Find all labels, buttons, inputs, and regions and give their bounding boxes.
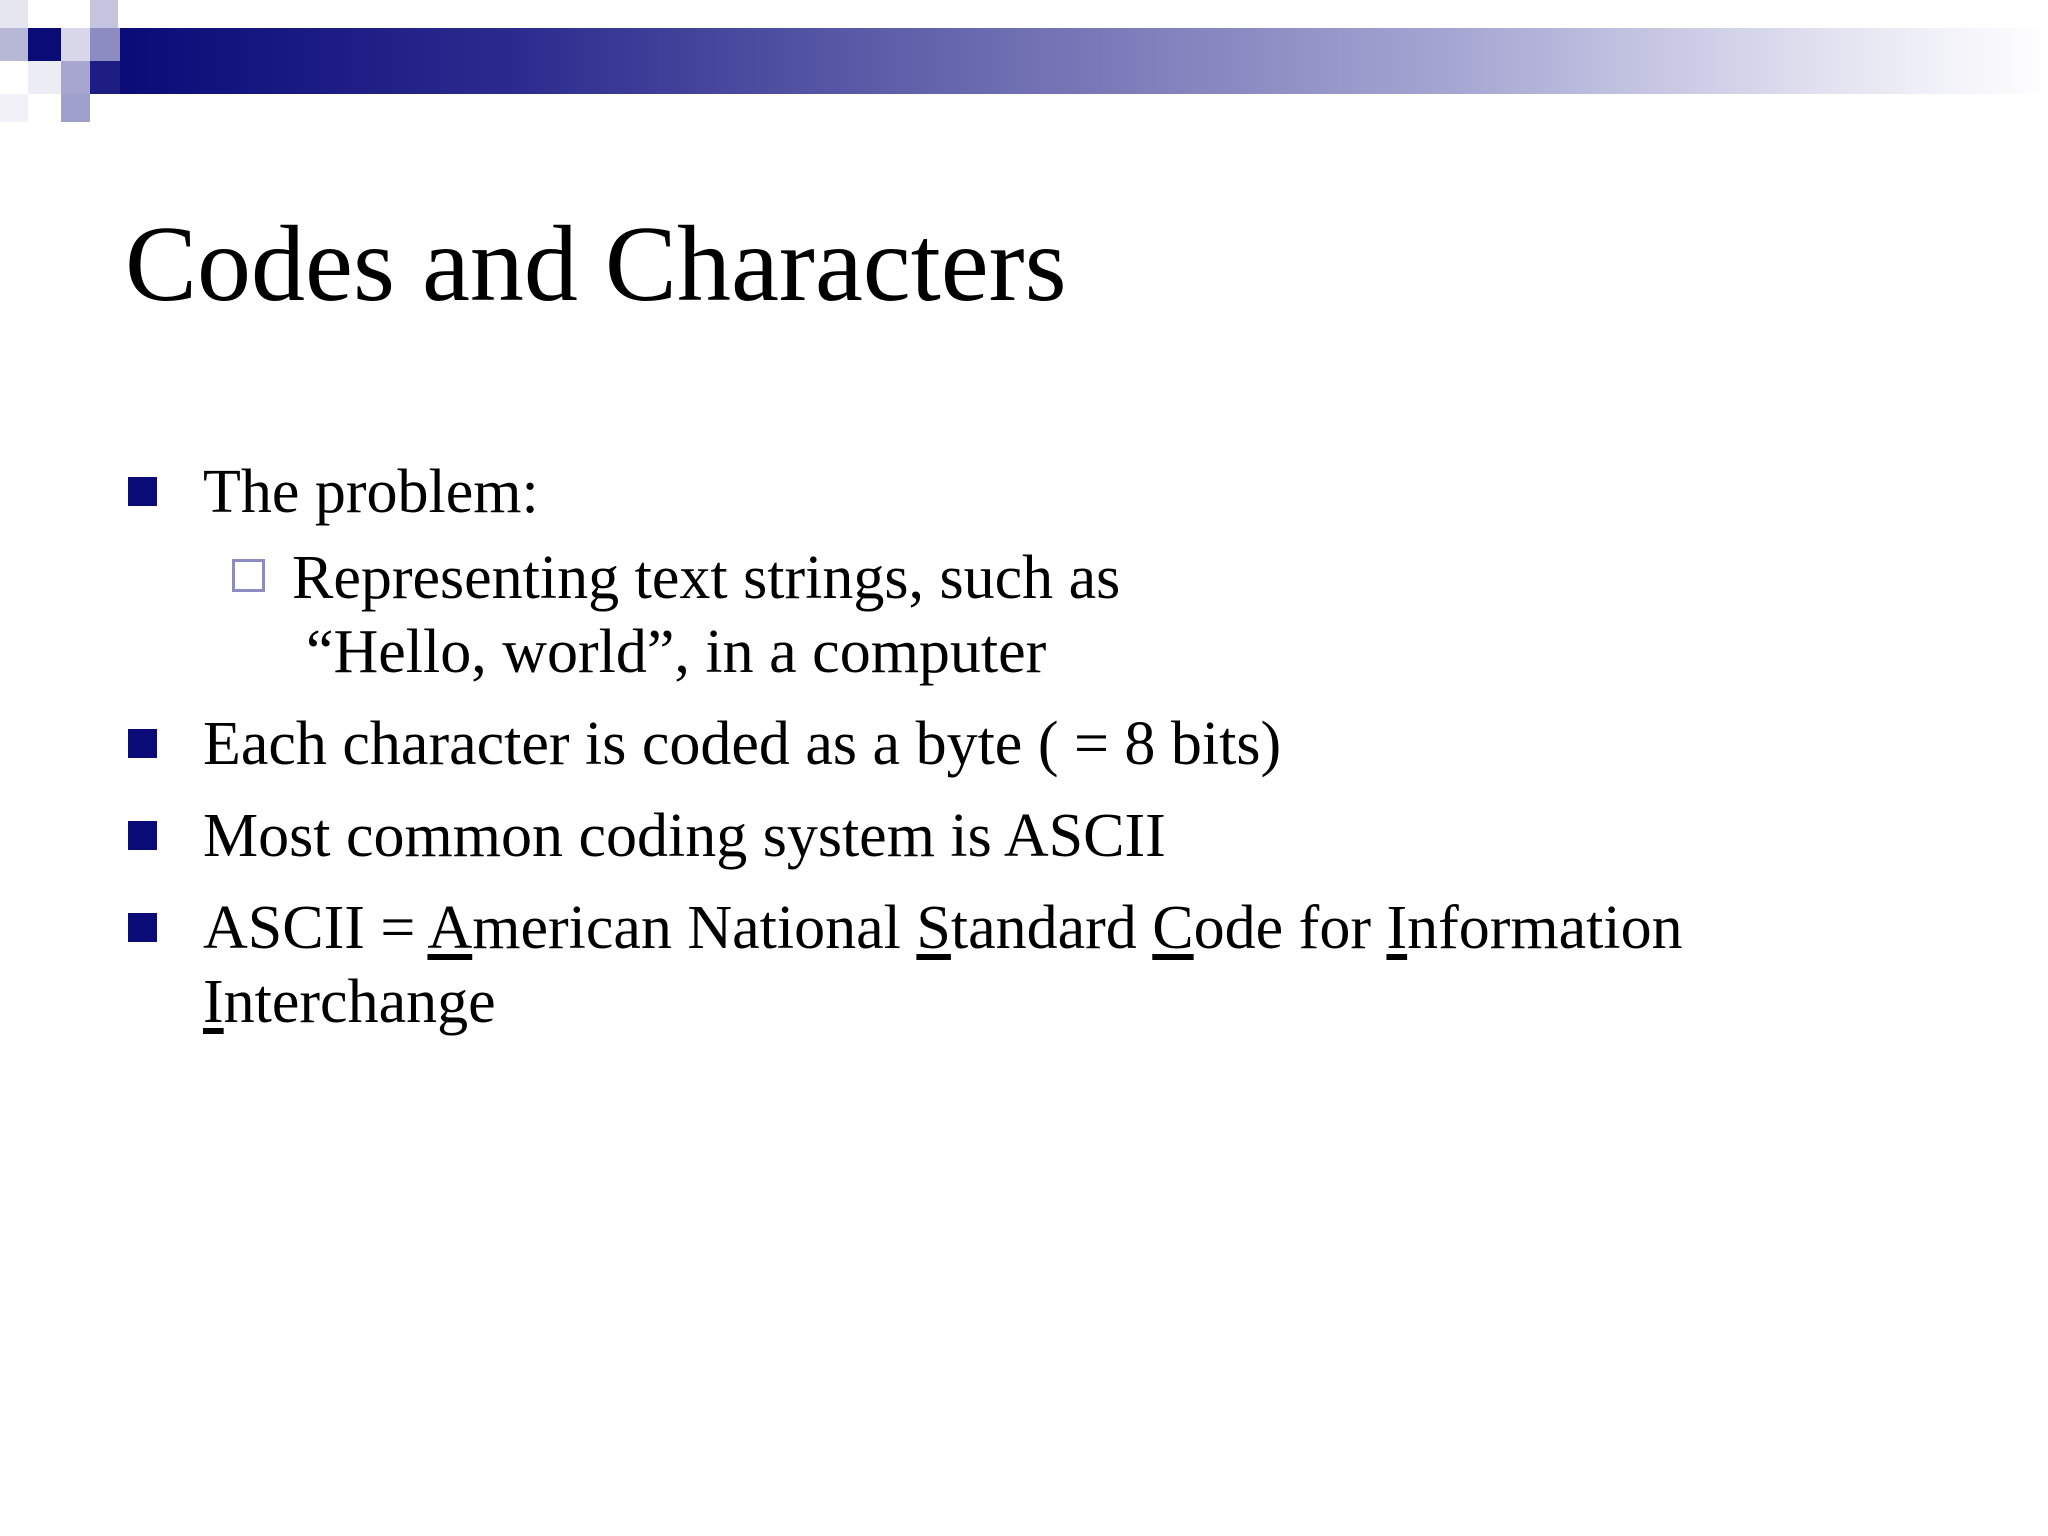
bullet-item [125, 707, 1945, 781]
slide-title: Codes and Characters [125, 205, 1067, 324]
square-bullet-icon [128, 821, 157, 850]
underlined-initial: I [203, 968, 224, 1036]
bullet-text: Most common coding system is ASCII [203, 802, 1166, 870]
text-segment: ode for [1193, 894, 1387, 962]
text-segment: tandard [950, 894, 1153, 962]
square-bullet-icon [128, 477, 157, 506]
underlined-initial: I [1386, 894, 1408, 962]
text-segment: nterchange [223, 968, 496, 1036]
decor-square [0, 94, 28, 122]
decor-square [0, 28, 28, 61]
decor-square [28, 61, 61, 94]
sub-bullet-text-line1: Representing text strings, such as [292, 544, 1121, 612]
bullet-text-ascii-expansion [203, 894, 1683, 1036]
bullet-text: Each character is coded as a byte ( = 8 bits) [203, 710, 1282, 778]
underlined-initial: C [1152, 894, 1194, 962]
hollow-square-bullet-icon [232, 559, 265, 592]
bullet-item [125, 891, 1945, 1039]
decor-square [90, 0, 118, 28]
decor-square [61, 28, 90, 61]
square-bullet-icon [128, 729, 157, 758]
decor-square [0, 0, 28, 28]
decor-square [90, 28, 120, 61]
decor-square [90, 61, 120, 94]
bullet-list [125, 455, 1945, 1057]
bullet-item [125, 799, 1945, 873]
bullet-text: The problem: [203, 458, 539, 526]
decor-square [28, 28, 61, 61]
sub-bullet-item [125, 541, 1945, 689]
header-gradient-bar [120, 28, 2048, 94]
bullet-item [125, 455, 1945, 529]
text-segment: ASCII = [203, 894, 428, 962]
underlined-initial: A [427, 894, 473, 962]
sub-bullet-text-line2: “Hello, world”, in a computer [306, 618, 1047, 686]
underlined-initial: S [916, 894, 951, 962]
decor-square [61, 61, 90, 94]
decor-square [61, 94, 90, 122]
text-segment: merican National [472, 894, 917, 962]
text-segment: nformation [1407, 894, 1683, 962]
square-bullet-icon [128, 913, 157, 942]
